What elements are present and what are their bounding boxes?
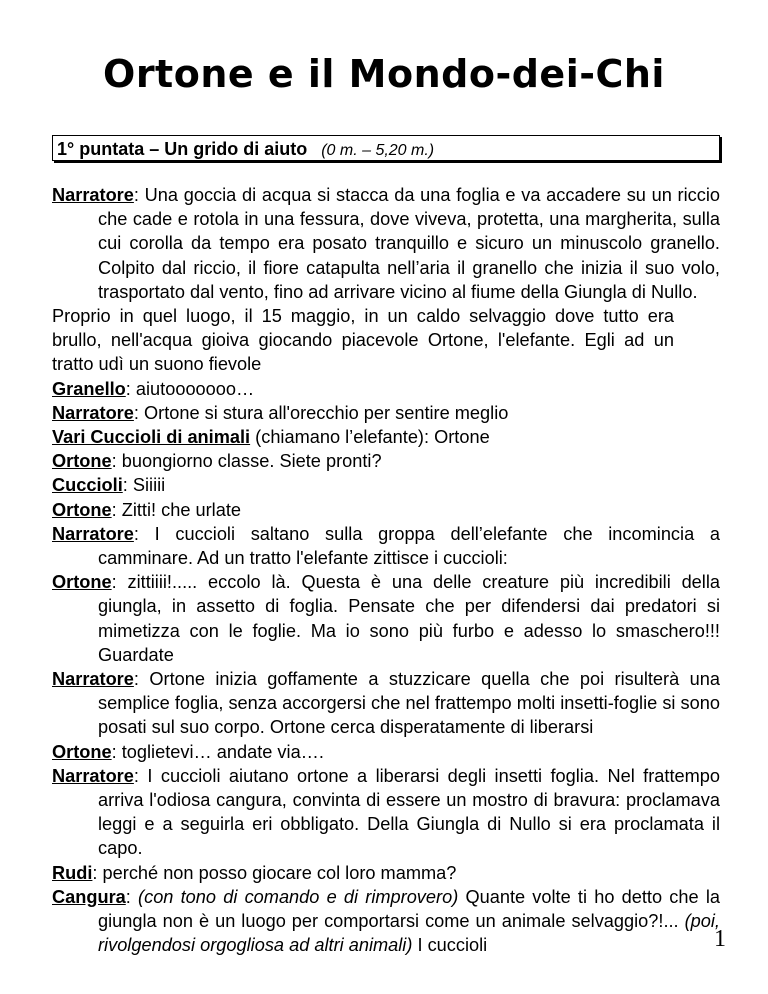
line-text: : aiutooooooo… <box>125 378 255 399</box>
script-line <box>52 740 720 764</box>
line-text: : I cuccioli saltano sulla groppa dell’elefante che incomincia a camminare. Ad un tratto l'elefante zittisce i cuccioli: <box>98 523 720 569</box>
script-line <box>52 401 720 425</box>
speaker-name: Ortone <box>52 499 112 520</box>
speaker-name: Narratore <box>52 185 134 205</box>
line-text: Quante volte ti ho detto che la giungla non è un luogo per comportarsi come un animale selvaggio?!... <box>98 886 720 932</box>
line-text: (chiamano l’elefante): Ortone <box>250 427 490 448</box>
line-text: : perché non posso giocare col loro mamma? <box>92 862 457 883</box>
script-line <box>52 449 720 473</box>
script-line <box>52 885 720 958</box>
speaker-name: Rudi <box>52 862 93 883</box>
line-text: I cuccioli <box>412 935 488 956</box>
episode-title: 1° puntata – Un grido di aiuto <box>57 139 308 159</box>
script-line <box>52 570 720 667</box>
script-body <box>52 183 720 958</box>
line-text: Proprio in quel luogo, il 15 maggio, in un caldo selvaggio dove tutto era brullo, nell'acqua gioiva giocando piacevole Ortone, l'elefante. Egli ad un tratto udì un suono fievole <box>52 306 674 375</box>
line-text: : <box>125 886 139 907</box>
line-text: : buongiorno classe. Siete pronti? <box>111 451 382 472</box>
line-text: : toglietevi… andate via…. <box>111 741 324 762</box>
stage-direction: (con tono di comando e di rimprovero) <box>138 886 459 907</box>
script-line <box>52 498 720 522</box>
script-line <box>52 522 720 570</box>
speaker-name: Vari Cuccioli di animali <box>52 427 251 448</box>
episode-meta: (0 m. – 5,20 m.) <box>321 142 435 159</box>
line-text: : zittiiii!..... eccolo là. Questa è una delle creature più incredibili della giungla, in assetto di foglia. Pensate che per difendersi dai predatori si mimetizza con le foglie. Ma io sono più furbo e adesso lo smaschero!!! Guardate <box>98 572 720 665</box>
script-line <box>52 473 720 497</box>
speaker-name: Ortone <box>52 451 112 472</box>
speaker-name: Narratore <box>52 523 134 544</box>
speaker-name: Cangura <box>52 886 126 907</box>
line-text: : Una goccia di acqua si stacca da una foglia e va accadere su un riccio che cade e rotola in una fessura, dove viveva, protetta, una margherita, sulla cui corolla da tempo era posato tranquillo e sicuro un minuscolo granello. Colpito dal riccio, il fiore catapulta nell’aria il granello che inizia il suo volo, trasportato dal vento, fino ad arrivare vicino al fiume della Giungla di Nullo. <box>98 185 720 302</box>
speaker-name: Narratore <box>52 402 134 423</box>
script-line <box>52 861 720 885</box>
line-text: : I cuccioli aiutano ortone a liberarsi degli insetti foglia. Nel frattempo arriva l'odiosa cangura, convinta di essere un mostro di bravura: proclamava leggi e a seguirla eri obbligato. Della Giungla di Nullo si era proclamata il capo. <box>98 765 720 859</box>
script-line <box>52 304 720 377</box>
speaker-name: Cuccioli <box>52 475 123 496</box>
speaker-name: Narratore <box>52 765 134 786</box>
script-line <box>52 764 720 861</box>
speaker-name: Narratore <box>52 669 134 690</box>
script-line <box>52 377 720 401</box>
page-number: 1 <box>714 926 726 952</box>
line-text: : Ortone inizia goffamente a stuzzicare quella che poi risulterà una semplice foglia, senza accorgersi che nel frattempo molti insetti-foglie si sono posati sul suo corpo. Ortone cerca disperatamente di liberarsi <box>98 669 720 738</box>
line-text: : Zitti! che urlate <box>111 499 242 520</box>
line-text: : Siiiii <box>122 475 166 496</box>
script-line <box>52 667 720 740</box>
speaker-name: Ortone <box>52 572 112 593</box>
script-line <box>52 183 720 304</box>
script-line <box>52 425 720 449</box>
speaker-name: Ortone <box>52 741 112 762</box>
stage-direction: (poi, rivolgendosi orgogliosa ad altri animali) <box>98 911 720 956</box>
episode-header <box>52 135 720 161</box>
document-title: Ortone e il Mondo-dei-Chi <box>103 52 665 96</box>
speaker-name: Granello <box>52 378 126 399</box>
line-text: : Ortone si stura all'orecchio per sentire meglio <box>133 402 509 423</box>
